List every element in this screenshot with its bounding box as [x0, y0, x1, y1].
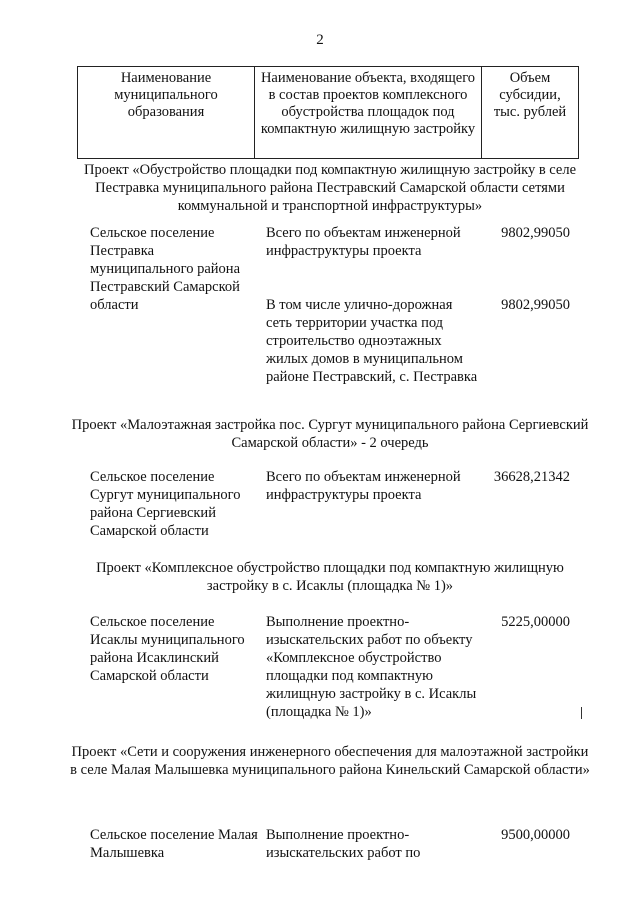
municipality-cell: Сельское поселение Исаклы муниципального района Исаклинский Самарской области — [90, 614, 245, 684]
table-header-row — [78, 67, 579, 159]
amount-cell: 5225,00000 — [501, 614, 570, 630]
object-cell: Выполнение проектно-изыскательских работ по объекту «Комплексное обустройство площадки под компактную жилищную застройку в с. Исаклы (площадка № 1)» — [266, 614, 477, 720]
municipality-cell: Сельское поселение Малая Малышевка — [90, 827, 258, 861]
amount-cell: 36628,21342 — [493, 469, 570, 485]
object-cell: В том числе улично-дорожная сеть территории участка под строительство одноэтажных жилых домов в муниципальном районе Пестравский, с. Пестравка — [266, 297, 478, 385]
page-number: 2 — [316, 32, 324, 48]
municipality-cell: Сельское поселение Пестравка муниципального района Пестравский Самарской области — [90, 225, 240, 313]
amount-cell: 9500,00000 — [501, 827, 570, 843]
amount-cell: 9802,99050 — [501, 225, 570, 241]
header-object: Наименование объекта, входящего в состав проектов комплексного обустройства площадок под компактную жилищную застройку — [255, 67, 482, 159]
object-cell: Всего по объектам инженерной инфраструктуры проекта — [266, 469, 461, 503]
object-cell: Выполнение проектно-изыскательских работ по — [266, 827, 421, 861]
table-header — [77, 66, 579, 159]
project-title: Проект «Комплексное обустройство площадки под компактную жилищную застройку в с. Исаклы (площадка № 1)» — [96, 560, 564, 594]
project-title: Проект «Обустройство площадки под компактную жилищную застройку в селе Пестравка муниципального района Пестравский Самарской области сетями коммунальной и транспортной инфраструктуры» — [83, 162, 577, 214]
scan-mark — [581, 707, 582, 719]
object-cell: Всего по объектам инженерной инфраструктуры проекта — [266, 225, 461, 259]
project-title: Проект «Сети и сооружения инженерного обеспечения для малоэтажной застройки в селе Малая Малышевка муниципального района Кинельский Самарской области» — [70, 744, 590, 778]
project-title: Проект «Малоэтажная застройка пос. Сургут муниципального района Сергиевский Самарской области» - 2 очередь — [71, 417, 589, 451]
amount-cell: 9802,99050 — [501, 297, 570, 313]
header-municipality: Наименование муниципального образования — [78, 67, 255, 159]
header-subsidy: Объем субсидии, тыс. рублей — [482, 67, 579, 159]
municipality-cell: Сельское поселение Сургут муниципального района Сергиевский Самарской области — [90, 469, 241, 539]
